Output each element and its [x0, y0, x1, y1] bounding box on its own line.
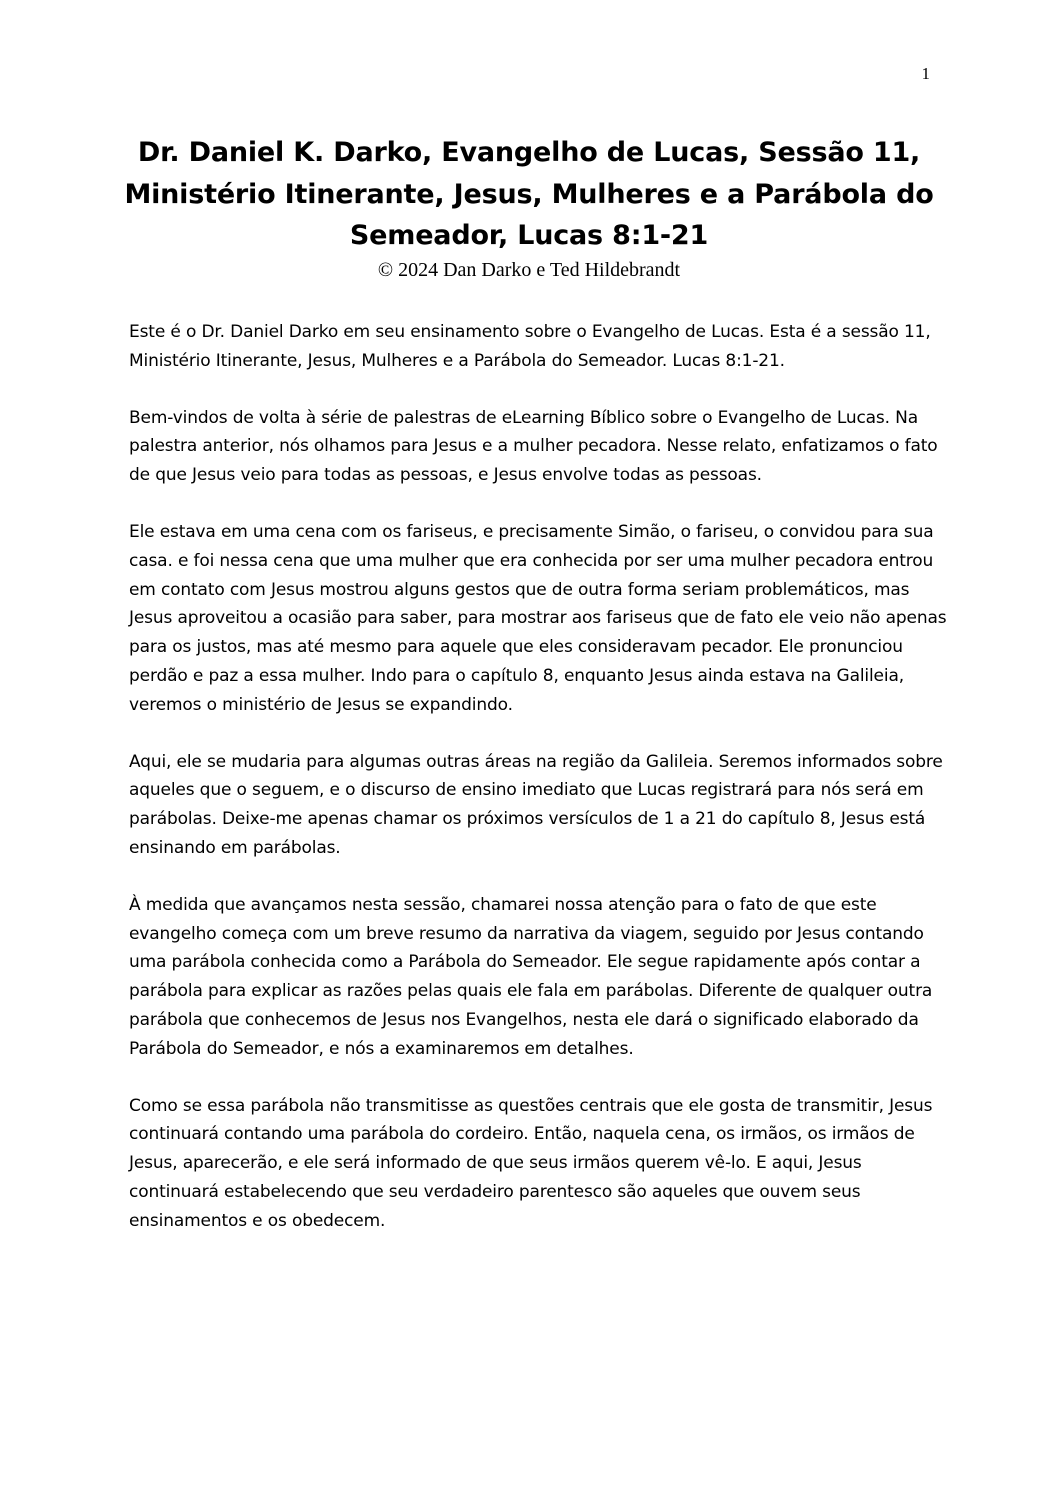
document-title: Dr. Daniel K. Darko, Evangelho de Lucas, Sessão 11, Ministério Itinerante, Jesus, Mulheres e a Parábola do Semeador, Lucas 8:1-21 — [124, 137, 934, 251]
title-block — [80, 132, 978, 283]
body-text — [129, 318, 949, 1264]
paragraph: Como se essa parábola não transmitisse as questões centrais que ele gosta de transmitir, Jesus continuará contando uma parábola do cordeiro. Então, naquela cena, os irmãos, os irmãos de Jesus, aparecerão, e ele será informado de que seus irmãos querem vê-lo. E aqui, Jesus continuará estabelecendo que seu verdadeiro parentesco são aqueles que ouvem seus ensinamentos e os obedecem. — [129, 1095, 933, 1231]
paragraph: Este é o Dr. Daniel Darko em seu ensinamento sobre o Evangelho de Lucas. Esta é a sessão 11, Ministério Itinerante, Jesus, Mulheres e a Parábola do Semeador. Lucas 8:1-21. — [129, 322, 931, 371]
copyright-line: © 2024 Dan Darko e Ted Hildebrandt — [377, 258, 681, 281]
paragraph: Ele estava em uma cena com os fariseus, e precisamente Simão, o fariseu, o convidou para sua casa. e foi nessa cena que uma mulher que era conhecida por ser uma mulher pecadora entrou em contato com Jesus mostrou alguns gestos que de outra forma seriam problemáticos, mas Jesus aproveitou a ocasião para saber, para mostrar aos fariseus que de fato ele veio não apenas para os justos, mas até mesmo para aquele que eles consideravam pecador. Ele pronunciou perdão e paz a essa mulher. Indo para o capítulo 8, enquanto Jesus ainda estava na Galileia, veremos o ministério de Jesus se expandindo. — [129, 521, 947, 715]
paragraph: À medida que avançamos nesta sessão, chamarei nossa atenção para o fato de que este evangelho começa com um breve resumo da narrativa da viagem, seguido por Jesus contando uma parábola conhecida como a Parábola do Semeador. Ele segue rapidamente após contar a parábola para explicar as razões pelas quais ele fala em parábolas. Diferente de qualquer outra parábola que conhecemos de Jesus nos Evangelhos, nesta ele dará o significado elaborado da Parábola do Semeador, e nós a examinaremos em detalhes. — [129, 894, 933, 1059]
paragraph: Aqui, ele se mudaria para algumas outras áreas na região da Galileia. Seremos informados sobre aqueles que o seguem, e o discurso de ensino imediato que Lucas registrará para nós será em parábolas. Deixe-me apenas chamar os próximos versículos de 1 a 21 do capítulo 8, Jesus está ensinando em parábolas. — [129, 751, 943, 858]
page-number: 1 — [921, 64, 930, 83]
paragraph: Bem-vindos de volta à série de palestras de eLearning Bíblico sobre o Evangelho de Lucas. Na palestra anterior, nós olhamos para Jesus e a mulher pecadora. Nesse relato, enfatizamos o fato de que Jesus veio para todas as pessoas, e Jesus envolve todas as pessoas. — [129, 407, 938, 486]
